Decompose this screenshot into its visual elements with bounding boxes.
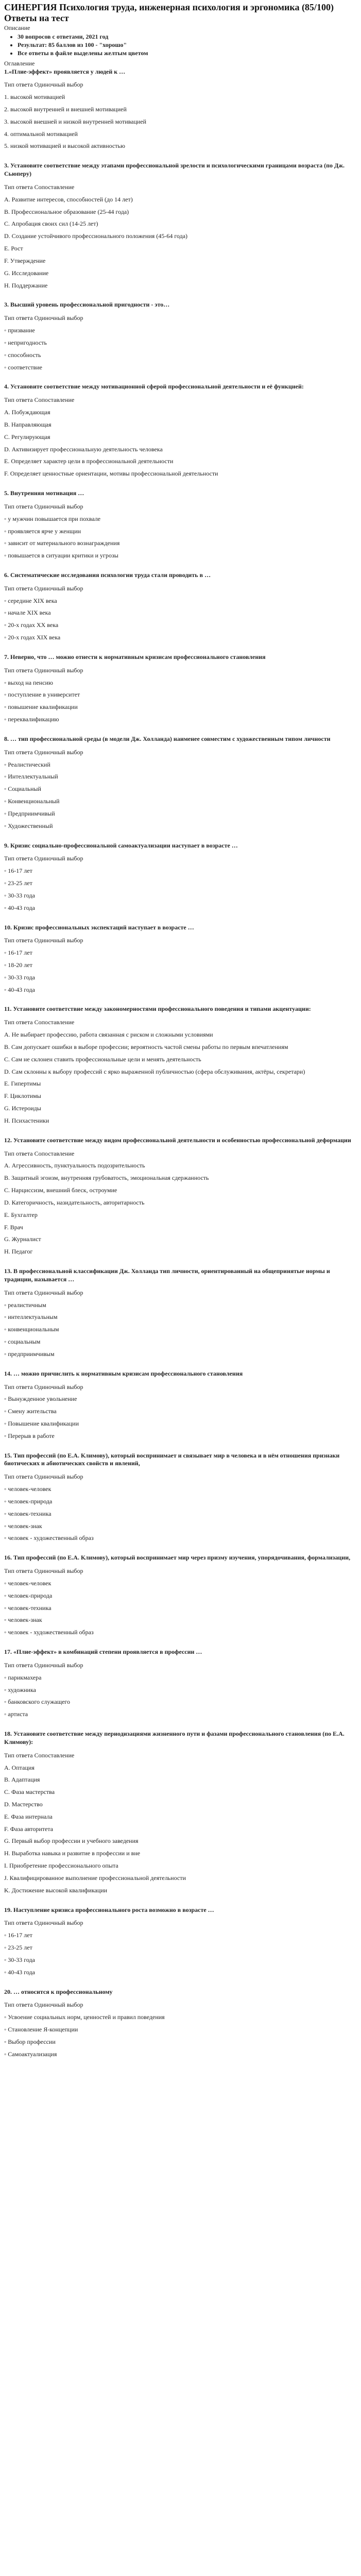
question-text: 14. … можно причислить к нормативным кризисам профессионального становления <box>4 1369 243 1377</box>
meta-item: • Результат: 85 баллов из 100 - "хорошо" <box>18 41 357 49</box>
meta-list <box>4 33 357 57</box>
answer-option: ◦ 40-43 года <box>4 1968 35 1976</box>
answer-option: B. Профессиональное образование (25-44 года) <box>4 208 129 215</box>
question-block <box>4 1267 357 1359</box>
answer-type: Тип ответа Одиночный выбор <box>4 1661 83 1669</box>
answer-option: B. Сам допускает ошибки в выборе профессии; вероятность частой смены работы по первым впечатлениям <box>4 1043 288 1050</box>
question-block <box>4 735 357 831</box>
answer-type: Тип ответа Одиночный выбор <box>4 937 83 944</box>
answer-option: C. Сам не склонен ставить профессиональные цели и менять деятельность <box>4 1055 201 1063</box>
question-block <box>4 1988 357 2059</box>
answer-type: Тип ответа Сопоставление <box>4 396 75 404</box>
answer-type: Тип ответа Одиночный выбор <box>4 855 83 862</box>
question-list <box>4 68 357 2059</box>
answer-option: K. Достижение высокой квалификации <box>4 1886 108 1894</box>
answer-option: ◦ 20-х годах XIX века <box>4 634 61 641</box>
question-text: 8. … тип профессиональной среды (в модели Дж. Холланда) наименее совместим с художественным типом личности <box>4 735 331 742</box>
question-block <box>4 301 357 371</box>
answer-option: ◦ Предприимчивый <box>4 809 55 817</box>
answer-type: Тип ответа Одиночный выбор <box>4 502 83 510</box>
answer-option: ◦ Смену жительства <box>4 1408 57 1415</box>
answer-option: ◦ Повышение квалификации <box>4 1419 79 1427</box>
answer-option: ◦ выход на пенсию <box>4 679 53 686</box>
answer-option: A. Оптация <box>4 1764 35 1771</box>
answer-type: Тип ответа Одиночный выбор <box>4 1919 83 1927</box>
answer-option: I. Приобретение профессионального опыта <box>4 1862 118 1870</box>
question-block <box>4 924 357 994</box>
answer-option: ◦ соответствие <box>4 363 42 371</box>
question-block <box>4 162 357 290</box>
answer-option: ◦ человек-природа <box>4 1497 53 1505</box>
description-label: Описание <box>4 24 30 32</box>
answer-type: Тип ответа Одиночный выбор <box>4 1289 83 1296</box>
answer-option: C. Апробация своих сил (14-25 лет) <box>4 220 98 228</box>
answer-type: Тип ответа Сопоставление <box>4 1751 75 1759</box>
answer-option: G. Журналист <box>4 1235 41 1243</box>
answer-option: ◦ повышение квалификации <box>4 703 78 711</box>
question-block <box>4 842 357 912</box>
answer-type: Тип ответа Одиночный выбор <box>4 748 83 756</box>
question-block <box>4 653 357 724</box>
meta-item: • 30 вопросов с ответами, 2021 год <box>18 33 357 41</box>
question-text: 7. Неверно, что … можно отнести к нормативным кризисам профессионального становления <box>4 653 266 660</box>
question-block <box>4 383 357 478</box>
answer-option: H. Педагог <box>4 1248 33 1256</box>
answer-option: ◦ 30-33 года <box>4 973 35 981</box>
question-block <box>4 489 357 560</box>
answer-option: ◦ банковского служащего <box>4 1698 71 1706</box>
answer-option: H. Выработка навыка и развитие в профессии и вне <box>4 1850 141 1857</box>
answer-option: A. Побуждающая <box>4 409 50 416</box>
question-text: 13. В профессиональной классификации Дж. Холланда тип личности, ориентированный на общепринятые нормы и традиции, называется … <box>4 1267 330 1283</box>
answer-option: E. Фаза интернала <box>4 1812 53 1820</box>
answer-option: ◦ человек-человек <box>4 1579 51 1587</box>
answer-option: ◦ Усвоение социальных норм, ценностей и правил поведения <box>4 2013 165 2021</box>
question-text: 17. «Плие-эффект» в комбинаций степени проявляется в профессии … <box>4 1648 202 1656</box>
answer-option: ◦ Вынужденное увольнение <box>4 1395 77 1403</box>
answer-option: ◦ повышается в ситуации критики и угрозы <box>4 552 118 560</box>
answer-option: ◦ 40-43 года <box>4 986 35 993</box>
answer-option: ◦ непригодность <box>4 338 47 346</box>
answer-option: 3. высокой внешней и низкой внутренней мотивацией <box>4 117 147 125</box>
answer-option: ◦ 16-17 лет <box>4 867 32 875</box>
answer-option: ◦ середине XIX века <box>4 597 57 604</box>
answer-type: Тип ответа Одиночный выбор <box>4 2001 83 2009</box>
answer-option: ◦ человек-техника <box>4 1510 51 1517</box>
answer-type: Тип ответа Одиночный выбор <box>4 81 83 89</box>
answer-option: ◦ парикмахера <box>4 1673 42 1681</box>
answer-option: ◦ у мужчин повышается при похвале <box>4 515 101 522</box>
answer-option: ◦ 20-х годах XX века <box>4 621 59 629</box>
answer-option: B. Адаптация <box>4 1776 40 1784</box>
answer-option: ◦ конвенциональным <box>4 1326 59 1333</box>
answer-option: ◦ человек - художественный образ <box>4 1534 94 1542</box>
answer-option: ◦ 30-33 года <box>4 891 35 899</box>
answer-option: ◦ Художественный <box>4 822 53 829</box>
answer-option: ◦ Становление Я-концепции <box>4 2026 78 2033</box>
answer-type: Тип ответа Одиночный выбор <box>4 1567 83 1575</box>
answer-option: C. Фаза мастерства <box>4 1788 55 1796</box>
answer-option: ◦ Интеллектуальный <box>4 773 58 781</box>
question-text: 5. Внутренняя мотивация … <box>4 489 84 497</box>
question-text: 15. Тип профессий (по Е.А. Климову), который воспринимает и связывает мир в человека и в нём отношения признаки биотических и абиотических свойств и явлений, <box>4 1451 340 1467</box>
question-text: 11. Установите соответствие между закономерностями профессионального поведения и типами акцентуации: <box>4 1005 311 1013</box>
question-text: 16. Тип профессий (по Е.А. Климову), который воспринимает мир через призму изучения, упорядочивания, формализации, <box>4 1554 351 1562</box>
answer-option: F. Циклотимы <box>4 1092 41 1100</box>
question-block <box>4 571 357 642</box>
answer-option: ◦ человек - художественный образ <box>4 1629 94 1636</box>
answer-type: Тип ответа Сопоставление <box>4 183 75 191</box>
page-title: СИНЕРГИЯ Психология труда, инженерная психология и эргономика (85/100) Ответы на тест <box>4 2 334 23</box>
answer-option: ◦ человек-природа <box>4 1591 53 1599</box>
answer-option: 1. высокой мотивацией <box>4 93 65 101</box>
question-block <box>4 1730 357 1895</box>
answer-option: G. Истероиды <box>4 1105 41 1112</box>
answer-option: A. Развитие интересов, способностей (до 14 лет) <box>4 195 133 203</box>
question-block <box>4 1452 357 1543</box>
question-text: 4. Установите соответствие между мотивационной сферой профессиональной деятельности и её функцией: <box>4 383 304 391</box>
answer-option: D. Активизирует профессиональную деятельность человека <box>4 445 163 453</box>
answer-option: B. Направляющая <box>4 420 51 428</box>
answer-option: E. Гипертимы <box>4 1080 41 1088</box>
question-block <box>4 68 357 151</box>
answer-type: Тип ответа Одиночный выбор <box>4 584 83 592</box>
question-block <box>4 1137 357 1256</box>
answer-type: Тип ответа Одиночный выбор <box>4 314 83 322</box>
answer-option: ◦ 23-25 лет <box>4 879 32 887</box>
question-block <box>4 1906 357 1977</box>
question-text: 3. Высший уровень профессиональной пригодности - это… <box>4 301 170 309</box>
answer-type: Тип ответа Одиночный выбор <box>4 666 83 674</box>
answer-option: D. Категоричность, назидательность, авторитарность <box>4 1198 145 1206</box>
answer-option: ◦ предприимчивым <box>4 1350 55 1358</box>
answer-option: ◦ начале XIX века <box>4 609 51 617</box>
answer-option: ◦ поступление в университет <box>4 691 80 699</box>
answer-type: Тип ответа Сопоставление <box>4 1019 75 1026</box>
answer-option: A. Не выбирает профессию, работа связанная с риском и сложными условиями <box>4 1031 213 1039</box>
meta-item: • Все ответы в файле выделены желтым цветом <box>18 49 357 58</box>
answer-option: ◦ человек-человек <box>4 1485 51 1493</box>
question-text: 12. Установите соответствие между видом профессиональной деятельности и особенностью профессиональной деформации <box>4 1136 351 1144</box>
answer-option: E. Бухгалтер <box>4 1211 38 1218</box>
question-text: 6. Систематические исследования психологии труда стали проводить в … <box>4 571 211 579</box>
answer-option: ◦ 23-25 лет <box>4 1944 32 1952</box>
answer-type: Тип ответа Одиночный выбор <box>4 1473 83 1481</box>
question-text: 19. Наступление кризиса профессионального роста возможно в возрасте … <box>4 1906 214 1913</box>
question-text: 20. … относится к профессиональному <box>4 1988 113 1995</box>
answer-option: ◦ Самоактуализация <box>4 2050 57 2058</box>
answer-option: ◦ переквалификацию <box>4 716 59 723</box>
answer-option: 2. высокой внутренней и внешней мотивацией <box>4 106 127 113</box>
answer-option: J. Квалифицированное выполнение профессиональной деятельности <box>4 1874 186 1882</box>
answer-option: ◦ 18-20 лет <box>4 961 32 969</box>
answer-option: H. Психастеники <box>4 1116 49 1124</box>
answer-option: F. Фаза авторитета <box>4 1825 54 1833</box>
question-text: 1.«Плие-эффект» проявляется у людей к … <box>4 67 126 75</box>
answer-option: D. Создание устойчивого профессионального положения (45-64 года) <box>4 232 188 240</box>
answer-option: D. Сам склонны к выбору профессий с ярко выраженной публичностью (сфера обслуживания, актёры, секретари) <box>4 1067 305 1075</box>
answer-option: A. Агрессивность, пунктуальность подозрительность <box>4 1162 145 1170</box>
answer-option: ◦ зависит от материального вознаграждения <box>4 539 120 547</box>
answer-option: 5. низкой мотивацией и высокой активностью <box>4 142 125 150</box>
answer-option: ◦ реалистичным <box>4 1301 46 1309</box>
answer-option: ◦ интеллектуальным <box>4 1313 58 1321</box>
question-text: 18. Установите соответствие между периодизациями жизненного пути и фазами профессионального становления (по Е.А. Климову): <box>4 1730 345 1745</box>
question-text: 10. Кризис профессиональных экспектаций наступает в возрасте … <box>4 923 194 931</box>
answer-option: ◦ человек-техника <box>4 1604 51 1612</box>
answer-option: ◦ способность <box>4 351 41 359</box>
answer-option: ◦ человек-знак <box>4 1616 42 1624</box>
answer-option: ◦ 40-43 года <box>4 904 35 911</box>
answer-option: ◦ 16-17 лет <box>4 949 32 957</box>
answer-option: ◦ Реалистический <box>4 760 50 768</box>
answer-option: ◦ человек-знак <box>4 1522 42 1530</box>
answer-option: F. Утверждение <box>4 257 46 264</box>
answer-option: F. Врач <box>4 1223 23 1231</box>
question-block <box>4 1005 357 1125</box>
answer-option: ◦ Перерыв в работе <box>4 1432 55 1439</box>
answer-option: C. Регулирующая <box>4 433 50 440</box>
question-text: 3. Установите соответствие между этапами профессиональной зрелости и психологическими границами возраста (по Дж. Сьюперу) <box>4 162 345 178</box>
answer-type: Тип ответа Одиночный выбор <box>4 1383 83 1391</box>
answer-option: D. Мастерство <box>4 1801 43 1808</box>
answer-option: F. Определяет ценностные ориентации, мотивы профессиональной деятельности <box>4 470 218 478</box>
answer-option: G. Исследование <box>4 269 49 277</box>
answer-option: ◦ Социальный <box>4 785 41 793</box>
answer-option: ◦ 30-33 года <box>4 1956 35 1963</box>
question-text: 9. Кризис социально-профессиональной самоактуализации наступает в возрасте … <box>4 841 238 849</box>
answer-option: H. Поддержание <box>4 281 48 289</box>
question-block <box>4 1648 357 1719</box>
answer-option: ◦ социальным <box>4 1338 41 1346</box>
answer-option: 4. оптимальной мотивацией <box>4 130 78 138</box>
answer-option: ◦ 16-17 лет <box>4 1931 32 1939</box>
answer-option: ◦ артиста <box>4 1710 28 1718</box>
answer-option: ◦ призвание <box>4 327 35 334</box>
question-block <box>4 1554 357 1637</box>
question-block <box>4 1370 357 1440</box>
answer-option: E. Определяет характер цели в профессиональной деятельности <box>4 457 174 465</box>
answer-option: G. Первый выбор профессии и учебного заведения <box>4 1837 139 1845</box>
toc-label: Оглавление <box>4 59 35 67</box>
answer-option: E. Рост <box>4 245 23 252</box>
answer-option: ◦ Конвенциональный <box>4 798 60 805</box>
answer-option: ◦ проявляется ярче у женщин <box>4 527 81 535</box>
answer-option: ◦ Выбор профессии <box>4 2038 56 2045</box>
answer-option: B. Защитный эгоизм, внутренняя грубоватость, эмоциональная сдержанность <box>4 1174 209 1182</box>
answer-option: C. Нарциссизм, внешний блеск, остроумие <box>4 1187 117 1194</box>
answer-type: Тип ответа Сопоставление <box>4 1149 75 1157</box>
answer-option: ◦ художника <box>4 1686 36 1693</box>
